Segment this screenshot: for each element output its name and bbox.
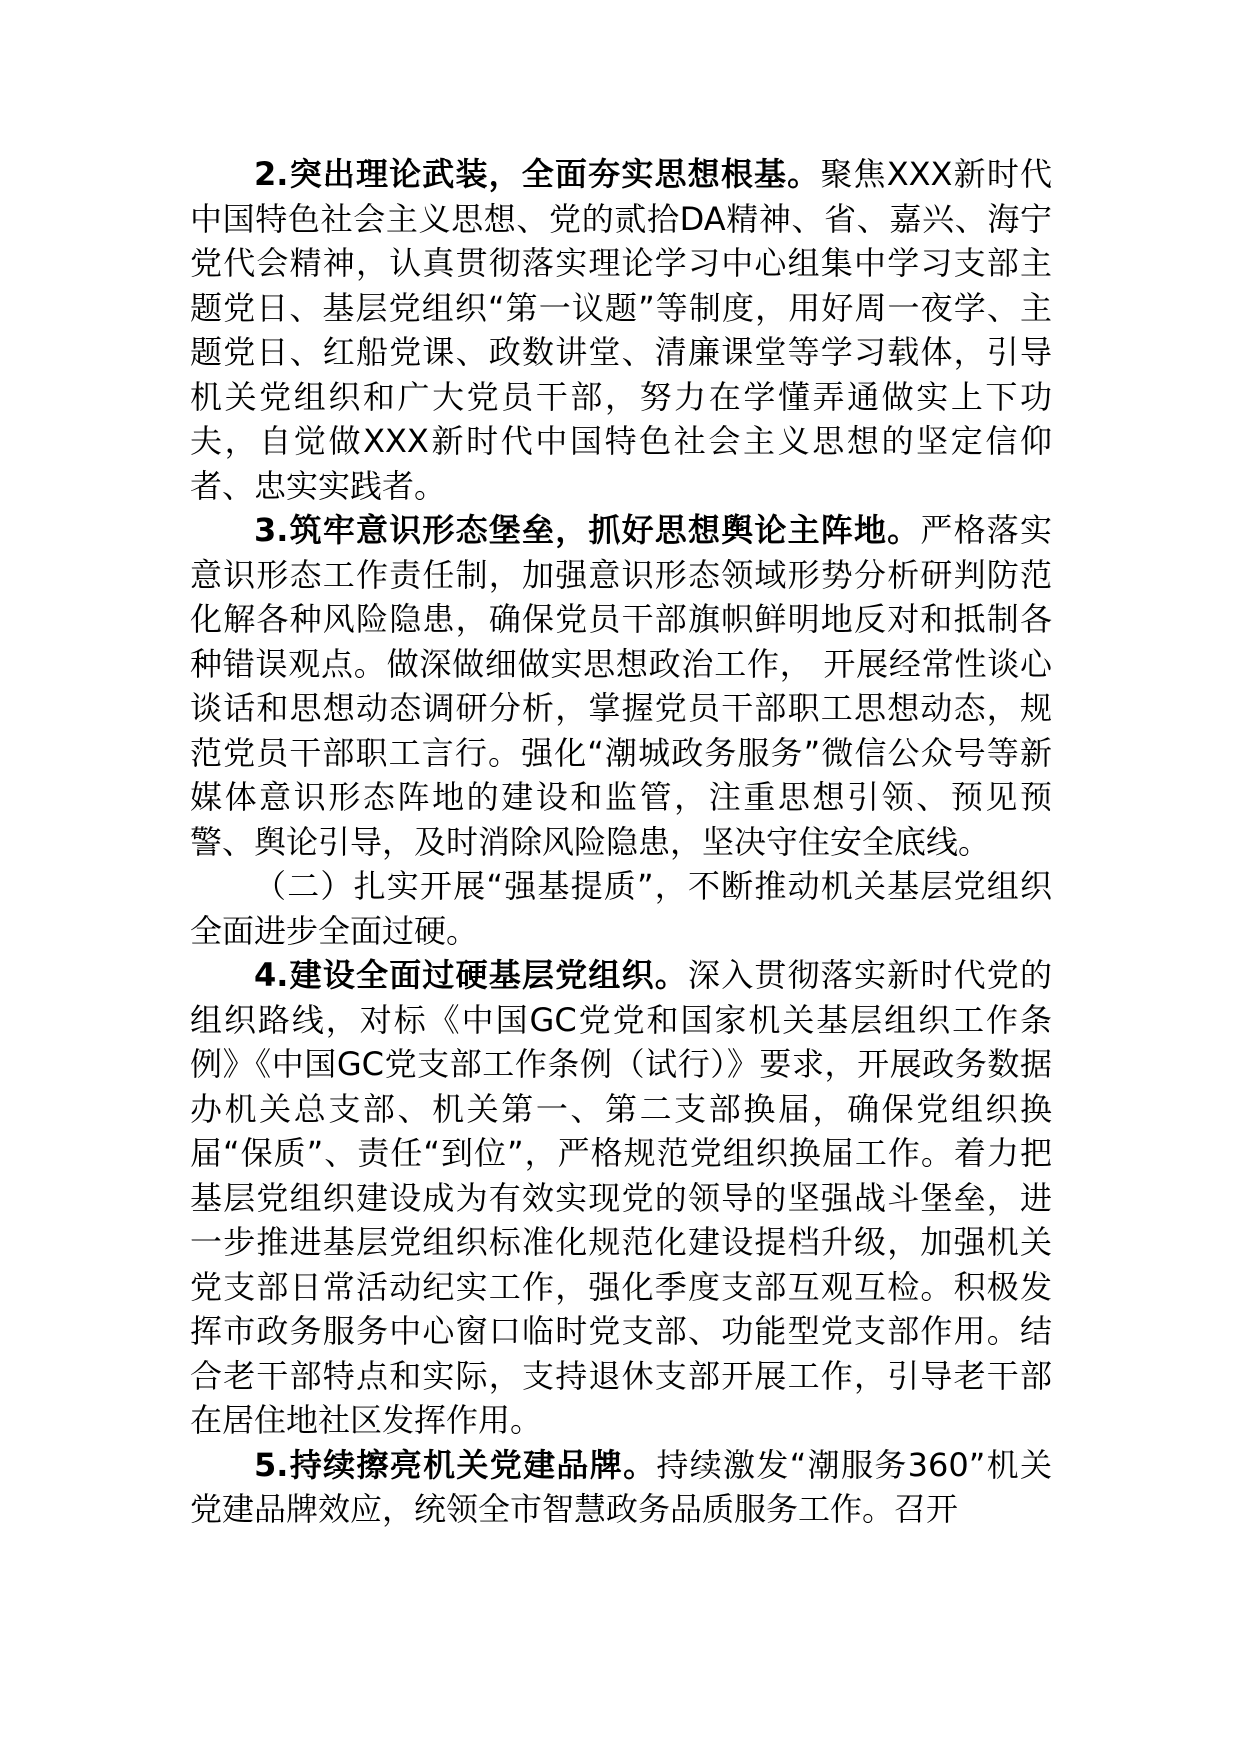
paragraph-3-body: 严格落实意识形态工作责任制，加强意识形态领域形势分析研判防范化解各种风险隐患，确保党员干部旗帜鲜明地反对和抵制各种错误观点。做深做细做实思想政治工作， 开展经常性谈心谈话和思想动态调研分析，掌握党员干部职工思想动态，规范党员干部职工言行。强化“潮城政务服务”微信公众号等新媒体意识形态阵地的建设和监管，注重思想引领、预见预警、舆论引导，及时消除风险隐患，坚决守住安全底线。 (190, 511, 1052, 861)
paragraph-4-body: 深入贯彻落实新时代党的组织路线，对标《中国GC党党和国家机关基层组织工作条例》《中国GC党支部工作条例（试行）》要求，开展政务数据办机关总支部、机关第一、第二支部换届，确保党组织换届“保质”、责任“到位”，严格规范党组织换届工作。着力把基层党组织建设成为有效实现党的领导的坚强战斗堡垒，进一步推进基层党组织标准化规范化建设提档升级，加强机关党支部日常活动纪实工作，强化季度支部互观互检。积极发挥市政务服务中心窗口临时党支部、功能型党支部作用。结合老干部特点和实际，支持退休支部开展工作，引导老干部在居住地社区发挥作用。 (190, 956, 1052, 1439)
paragraph-4 (190, 953, 1052, 1443)
document-page (190, 152, 1052, 1532)
paragraph-4-heading: 4.建设全面过硬基层党组织。 (254, 956, 688, 994)
paragraph-5 (190, 1443, 1052, 1532)
paragraph-3-heading: 3.筑牢意识形态堡垒，抓好思想舆论主阵地。 (254, 511, 921, 549)
paragraph-5-body: 持续激发“潮服务360”机关党建品牌效应，统领全市智慧政务品质服务工作。召开 (190, 1445, 1052, 1528)
section-heading-2-text: （二）扎实开展“强基提质”，不断推动机关基层党组织全面进步全面过硬。 (190, 867, 1052, 950)
paragraph-2-body: 聚焦XXX新时代中国特色社会主义思想、党的贰拾DA精神、省、嘉兴、海宁党代会精神，认真贯彻落实理论学习中心组集中学习支部主题党日、基层党组织“第一议题”等制度，用好周一夜学、主题党日、红船党课、政数讲堂、清廉课堂等学习载体，引导机关党组织和广大党员干部，努力在学懂弄通做实上下功夫，自觉做XXX新时代中国特色社会主义思想的坚定信仰者、忠实实践者。 (190, 155, 1052, 505)
paragraph-2-heading: 2.突出理论武装，全面夯实思想根基。 (254, 155, 821, 193)
paragraph-5-heading: 5.持续擦亮机关党建品牌。 (254, 1445, 657, 1484)
paragraph-2 (190, 152, 1052, 508)
paragraph-3 (190, 508, 1052, 864)
section-heading-2 (190, 864, 1052, 953)
